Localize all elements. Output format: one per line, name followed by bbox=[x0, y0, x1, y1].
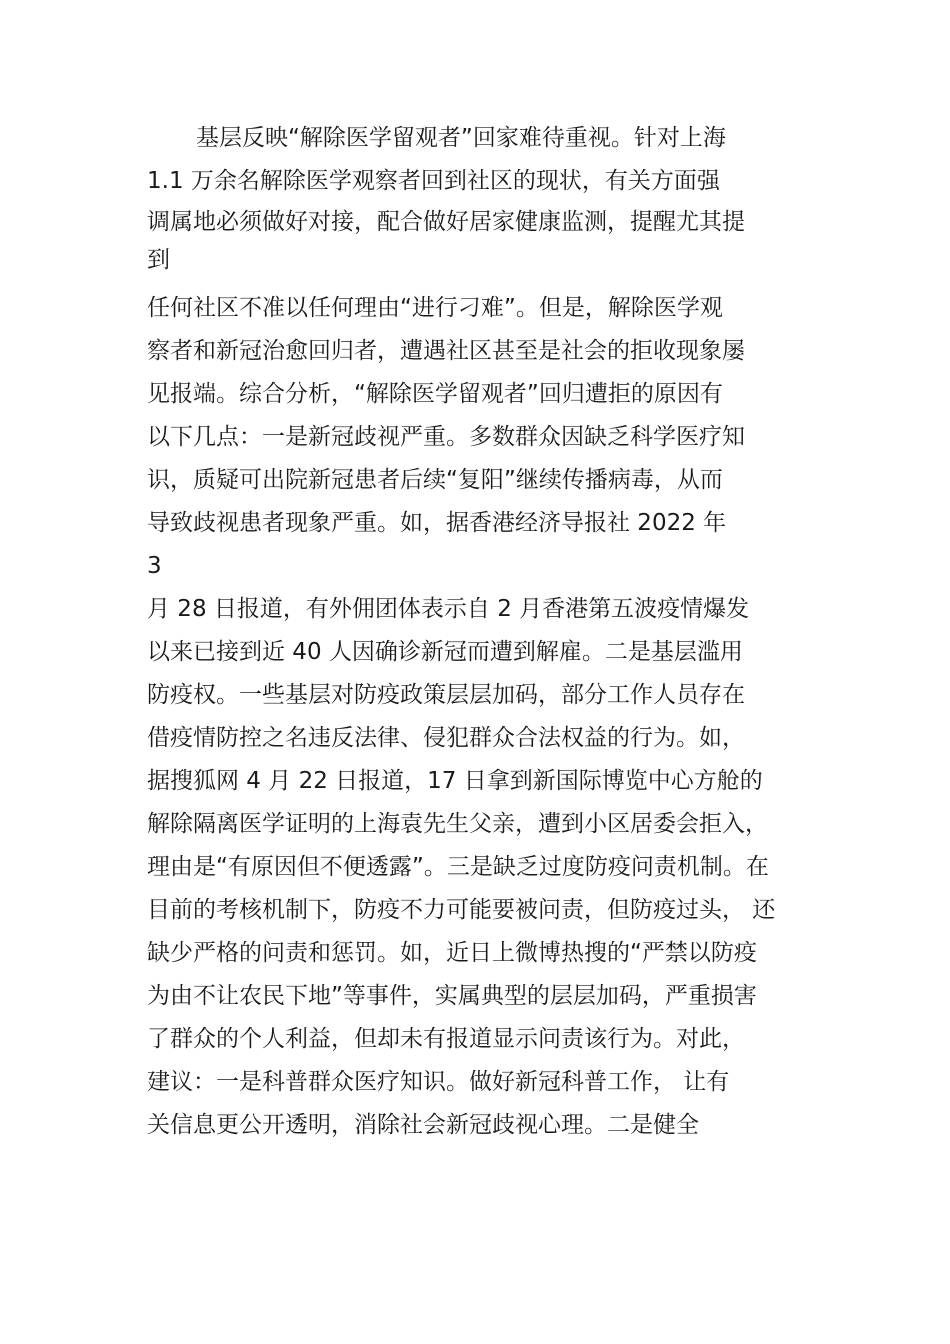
paragraph-line-22: 了群众的个人利益，但却未有报道显示问责该行为。对此， bbox=[147, 1026, 745, 1052]
paragraph-line-4: 到 bbox=[147, 247, 170, 273]
paragraph-line-19: 目前的考核机制下，防疫不力可能要被问责，但防疫过头， 还 bbox=[147, 897, 776, 923]
paragraph-line-7: 见报端。综合分析，“解除医学留观者”回归遭拒的原因有 bbox=[147, 381, 723, 407]
paragraph-line-3: 调属地必须做好对接，配合做好居家健康监测，提醒尤其提 bbox=[147, 209, 745, 235]
paragraph-line-10: 导致歧视患者现象严重。如，据香港经济导报社 2022 年 bbox=[147, 510, 727, 536]
paragraph-line-17: 解除隔离医学证明的上海袁先生父亲，遭到小区居委会拒入， bbox=[147, 811, 768, 837]
paragraph-line-12: 月 28 日报道，有外佣团体表示自 2 月香港第五波疫情爆发 bbox=[147, 596, 750, 622]
paragraph-line-2: 1.1 万余名解除医学观察者回到社区的现状，有关方面强 bbox=[147, 168, 720, 194]
paragraph-line-20: 缺少严格的问责和惩罚。如，近日上微博热搜的“严禁以防疫 bbox=[147, 940, 757, 966]
paragraph-line-1: 基层反映“解除医学留观者”回家难待重视。针对上海 bbox=[196, 125, 726, 151]
paragraph-line-9: 识，质疑可出院新冠患者后续“复阳”继续传播病毒，从而 bbox=[147, 467, 723, 493]
paragraph-line-24: 关信息更公开透明，消除社会新冠歧视心理。二是健全 bbox=[147, 1112, 699, 1138]
paragraph-line-13: 以来已接到近 40 人因确诊新冠而遭到解雇。二是基层滥用 bbox=[147, 639, 743, 665]
paragraph-line-6: 察者和新冠治愈回归者，遭遇社区甚至是社会的拒收现象屡 bbox=[147, 338, 745, 364]
paragraph-line-5: 任何社区不准以任何理由“进行刁难”。但是，解除医学观 bbox=[147, 295, 723, 321]
paragraph-line-21: 为由不让农民下地”等事件，实属典型的层层加码，严重损害 bbox=[147, 983, 757, 1009]
paragraph-line-15: 借疫情防控之名违反法律、侵犯群众合法权益的行为。如， bbox=[147, 725, 745, 751]
paragraph-line-18: 理由是“有原因但不便透露”。三是缺乏过度防疫问责机制。在 bbox=[147, 854, 769, 880]
paragraph-line-14: 防疫权。一些基层对防疫政策层层加码，部分工作人员存在 bbox=[147, 682, 745, 708]
paragraph-line-23: 建议：一是科普群众医疗知识。做好新冠科普工作， 让有 bbox=[147, 1069, 730, 1095]
paragraph-line-11: 3 bbox=[147, 553, 162, 579]
paragraph-line-8: 以下几点：一是新冠歧视严重。多数群众因缺乏科学医疗知 bbox=[147, 424, 745, 450]
paragraph-line-16: 据搜狐网 4 月 22 日报道，17 日拿到新国际博览中心方舱的 bbox=[147, 768, 763, 794]
